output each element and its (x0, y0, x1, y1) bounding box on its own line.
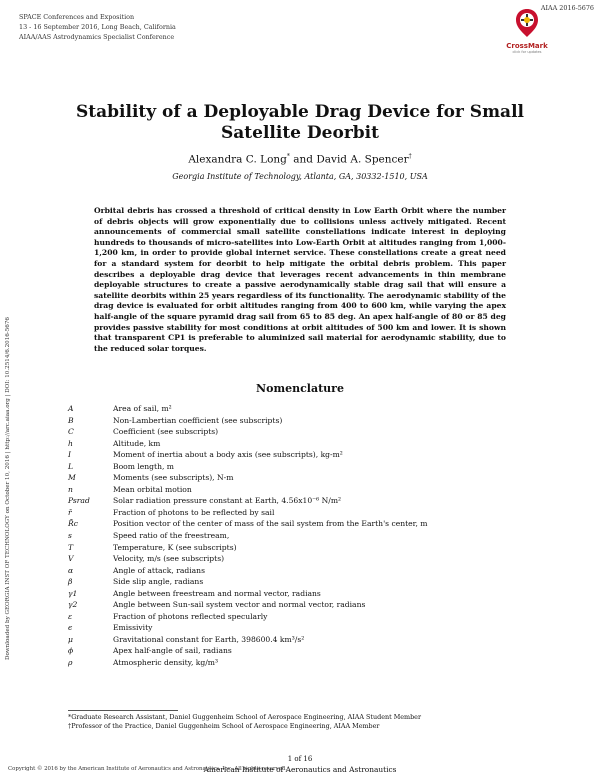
nomenclature-symbol: T (68, 542, 74, 552)
footer-institute: American Institute of Aeronautics and Astronautics (203, 765, 397, 774)
author-footnote-mark: † (408, 153, 412, 160)
nomenclature-row (68, 426, 533, 438)
nomenclature-symbol: n (68, 484, 73, 494)
nomenclature-definition: Coefficient (see subscripts) (113, 427, 219, 437)
nomenclature-definition: Angle between Sun-sail system vector and normal vector, radians (113, 600, 366, 610)
nomenclature-row (68, 622, 533, 634)
nomenclature-symbol: γ1 (68, 588, 78, 598)
nomenclature-row (68, 461, 533, 473)
author-line (60, 153, 540, 166)
footnote: *Graduate Research Assistant, Daniel Guggenheim School of Aerospace Engineering, AIAA Student Member (68, 713, 422, 721)
nomenclature-definition: Side slip angle, radians (113, 577, 204, 587)
nomenclature-definition: Atmospheric density, kg/m³ (113, 658, 219, 668)
nomenclature-symbol: γ2 (68, 600, 78, 610)
nomenclature-row (68, 484, 533, 496)
nomenclature-row (68, 438, 533, 450)
nomenclature-definition: Velocity, m/s (see subscripts) (113, 554, 225, 564)
footnote-rule (68, 710, 178, 711)
nomenclature-row (68, 657, 533, 669)
crossmark-label: CrossMark (506, 42, 548, 50)
nomenclature-row (68, 403, 533, 415)
nomenclature-definition: Solar radiation pressure constant at Earth, 4.56x10⁻⁶ N/m² (113, 496, 342, 506)
affiliation: Georgia Institute of Technology, Atlanta, GA, 30332-1510, USA (172, 172, 428, 181)
conference-line: SPACE Conferences and Exposition (19, 13, 135, 21)
nomenclature-definition: Angle of attack, radians (113, 565, 205, 575)
nomenclature-definition: Altitude, km (113, 438, 161, 448)
nomenclature-definition: Temperature, K (see subscripts) (113, 542, 237, 552)
nomenclature-definition: Apex half-angle of sail, radians (113, 646, 232, 656)
nomenclature-definition: Fraction of photons reflected specularly (113, 611, 268, 621)
paper-id: AIAA 2016-5676 (540, 4, 594, 12)
nomenclature-row (68, 553, 533, 565)
crossmark-sub: click for updates (512, 50, 542, 54)
author-footnote-mark: * (286, 153, 290, 160)
nomenclature-row (68, 472, 533, 484)
nomenclature-row (68, 565, 533, 577)
nomenclature-row (68, 449, 533, 461)
nomenclature-definition: Fraction of photons to be reflected by sail (113, 507, 275, 517)
nomenclature-symbol: I (68, 450, 71, 460)
nomenclature-row (68, 576, 533, 588)
nomenclature-symbol: V (68, 554, 74, 564)
nomenclature-definition: Moments (see subscripts), N-m (113, 473, 234, 483)
nomenclature-row (68, 530, 533, 542)
nomenclature-row (68, 611, 533, 623)
nomenclature-row (68, 507, 533, 519)
nomenclature-symbol: s (68, 531, 72, 541)
nomenclature-definition: Moment of inertia about a body axis (see subscripts), kg-m² (113, 450, 343, 460)
nomenclature-row (68, 634, 533, 646)
conference-info (19, 12, 176, 42)
nomenclature-symbol: r̄ (68, 507, 72, 517)
author-connector: and (293, 153, 313, 166)
nomenclature-definition: Boom length, m (113, 461, 174, 471)
nomenclature-definition: Mean orbital motion (113, 484, 192, 494)
nomenclature-row (68, 588, 533, 600)
nomenclature-symbol: ε (68, 611, 73, 621)
crossmark-badge[interactable] (498, 8, 556, 56)
author-name: David A. Spencer (316, 153, 409, 166)
nomenclature-definition: Non-Lambertian coefficient (see subscripts) (113, 415, 283, 425)
nomenclature-row (68, 518, 533, 530)
conference-line: AIAA/AAS Astrodynamics Specialist Conference (19, 33, 175, 41)
nomenclature-symbol: Psrad (68, 496, 90, 506)
footnote: †Professor of the Practice, Daniel Guggenheim School of Aerospace Engineering, AIAA Member (68, 722, 380, 730)
nomenclature-symbol: L (68, 461, 74, 471)
download-watermark (5, 240, 15, 660)
nomenclature-symbol: C (68, 427, 74, 437)
nomenclature-symbol: ϵ (68, 623, 73, 633)
nomenclature-definition: Angle between freestream and normal vector, radians (113, 588, 321, 598)
nomenclature-symbol: β (68, 577, 73, 587)
copyright: Copyright © 2016 by the American Institute of Aeronautics and Astronautics, Inc. All rights reserved. (8, 766, 287, 772)
nomenclature-symbol: B (68, 415, 74, 425)
author-name: Alexandra C. Long (188, 153, 287, 166)
nomenclature-symbol: M (68, 473, 76, 483)
nomenclature-row (68, 495, 533, 507)
download-watermark-text: Downloaded by GEORGIA INST OF TECHNOLOGY on October 10, 2016 | http://arc.aiaa.org | DOI: 10.2514/6.2016-5676 (5, 317, 11, 660)
nomenclature-table (68, 403, 533, 669)
nomenclature-row (68, 599, 533, 611)
crossmark-icon (515, 8, 539, 38)
nomenclature-definition: Gravitational constant for Earth, 398600.4 km³/s² (113, 634, 305, 644)
nomenclature-symbol: ϕ (68, 646, 74, 656)
nomenclature-symbol: ρ (68, 658, 73, 668)
abstract: Orbital debris has crossed a threshold of critical density in Low Earth Orbit where the number of debris objects will grow exponentially due to collisions unless actively mitigated. Recent announcements of commercial small satellite constellations indicate interest in deploying hundreds to thousands of micro-satellites into Low-Earth Orbit at altitudes ranging from 1,000-1,200 km, in order to provide global internet service. These constellations create a great need for a standard system for deorbit to help mitigate the orbital debris problem. This paper describes a deployable drag device that leverages recent advancements in thin membrane deployable structures to create a passive aerodynamically stable drag sail that will ensure a satellite deorbits within 25 years regardless of its functionality. The aerodynamic stability of the drag device is evaluated for orbit altitudes ranging from 400 to 600 km, while varying the apex half-angle of the square pyramid drag sail from 65 to 85 deg. An apex half-angle of 80 or 85 deg provides passive stability for most conditions at orbit altitudes of 500 km and lower. It is shown that transparent CP1 is preferable to aluminized sail material for aerodynamic stability, due to the reduced solar torques. (94, 206, 506, 353)
nomenclature-row (68, 645, 533, 657)
nomenclature-symbol: R̄c (68, 519, 78, 529)
nomenclature-symbol: A (68, 404, 74, 413)
nomenclature-definition: Area of sail, m² (113, 404, 172, 413)
nomenclature-definition: Position vector of the center of mass of the sail system from the Earth's center, m (113, 519, 428, 529)
nomenclature-heading: Nomenclature (256, 382, 344, 395)
nomenclature-symbol: α (68, 565, 74, 575)
nomenclature-row (68, 542, 533, 554)
conference-line: 13 - 16 September 2016, Long Beach, California (19, 23, 176, 31)
page-number: 1 of 16 (287, 755, 313, 763)
paper-title: Stability of a Deployable Drag Device for Small Satellite Deorbit (76, 102, 524, 143)
nomenclature-row (68, 415, 533, 427)
nomenclature-symbol: h (68, 438, 73, 448)
nomenclature-definition: Emissivity (113, 623, 153, 633)
nomenclature-definition: Speed ratio of the freestream, (113, 531, 230, 541)
nomenclature-symbol: μ (68, 634, 73, 644)
